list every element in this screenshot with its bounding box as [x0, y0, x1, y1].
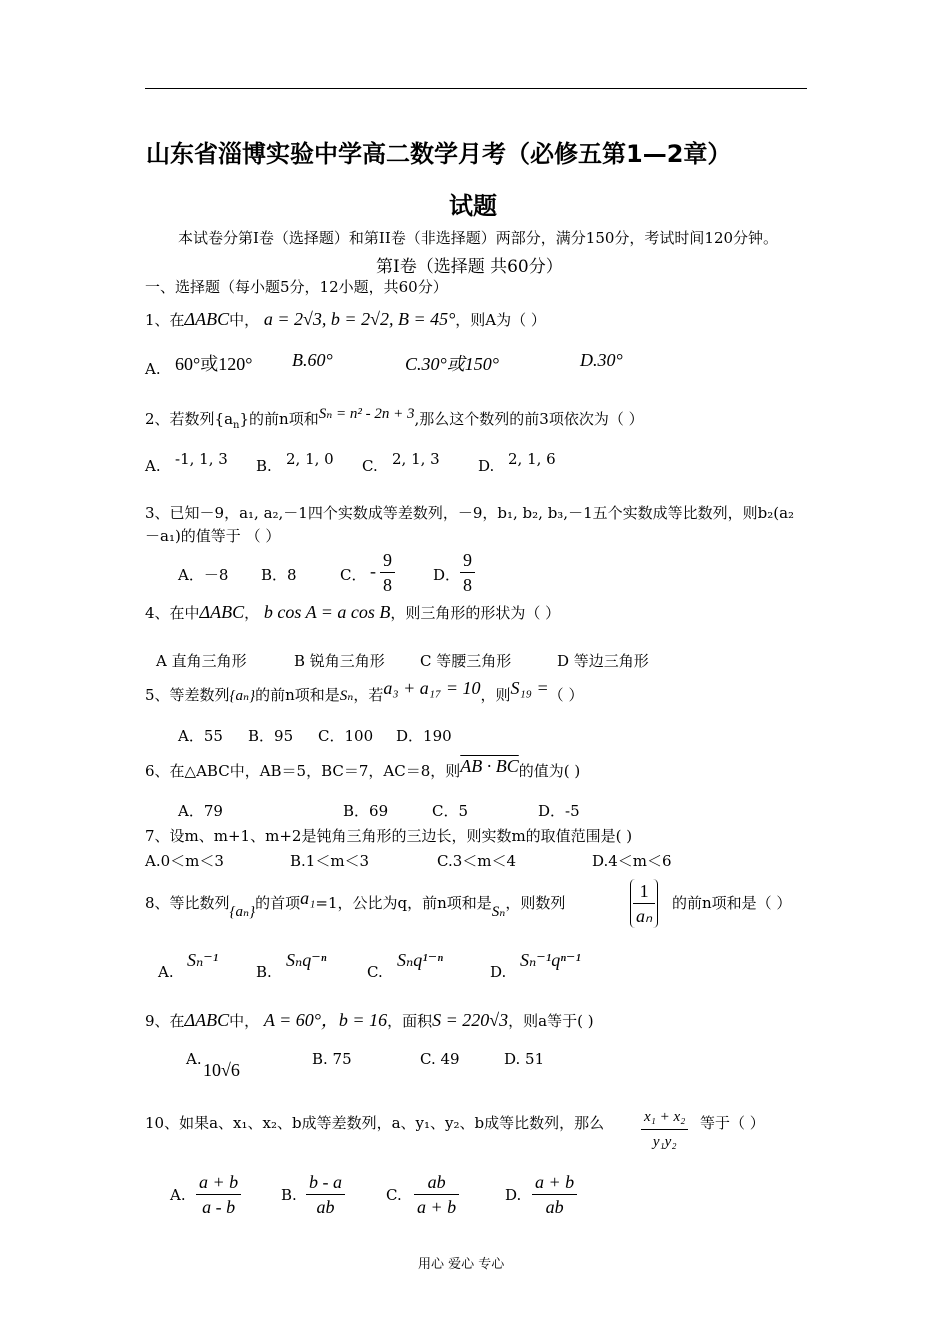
q6-option-a: A．79 [178, 802, 223, 820]
question-6: 6、在△ABC中，AB＝5，BC＝7，AC＝8，则AB · BC的值为( ) [145, 756, 581, 780]
q5-option-a: A．55 [178, 727, 223, 745]
q1-option-b: B.60° [292, 350, 333, 370]
q2-option-b: 2, 1, 0 [286, 450, 334, 468]
q10-option-b: $\frac{b - a}{ab}$ [306, 1170, 345, 1219]
q8-option-b: Sₙq⁻ⁿ [286, 950, 327, 970]
q9-option-a-label: A. [186, 1050, 202, 1068]
question-3-line1: 3、已知－9，a₁, a₂,－1四个实数成等差数列，－9，b₁, b₂, b₃,－1五个实数成等比数列，则b₂(a₂ [145, 504, 795, 522]
q8-option-a: Sₙ⁻¹ [187, 950, 219, 970]
q7-option-c: C.3＜m＜4 [437, 852, 517, 870]
q9-option-d: D. 51 [504, 1050, 545, 1068]
q10-option-c-label: C. [386, 1186, 402, 1204]
q4-option-d: D 等边三角形 [557, 652, 649, 670]
q8-option-b-label: B. [256, 963, 272, 981]
question-1: 1、在ΔABC中， a = 2√3, b = 2√2, B = 45°，则A为（ ） [145, 309, 546, 329]
q7-option-d: D.4＜m＜6 [592, 852, 672, 870]
question-4: 4、在中ΔABC， b cos A = a cos B，则三角形的形状为（ ） [145, 602, 561, 622]
question-10: 10、如果a、x₁、x₂、b成等差数列，a、y₁、y₂、b成等比数列，那么 [145, 1114, 605, 1132]
q9-option-c: C. 49 [420, 1050, 460, 1068]
question-2: 2、若数列$\{a_n\}$的前n项和Sₙ = n² - 2n + 3,那么这个数列的前3项依次为（ ） [145, 406, 644, 431]
q1-option-d: D.30° [580, 350, 623, 370]
q6-option-b: B．69 [343, 802, 389, 820]
q4-option-a: A 直角三角形 [156, 652, 247, 670]
q2-option-b-label: B. [256, 457, 272, 475]
q8-option-d-label: D. [490, 963, 507, 981]
question-3-line2: －a₁)的值等于 （ ） [145, 527, 281, 545]
q3-option-d-label: D． [433, 566, 461, 584]
page-title: 山东省淄博实验中学高二数学月考（必修五第1—2章） [146, 140, 732, 168]
q8-option-c-label: C. [367, 963, 383, 981]
q2-option-d: 2, 1, 6 [508, 450, 556, 468]
q6-option-c: C．5 [432, 802, 469, 820]
q5-option-b: B．95 [248, 727, 294, 745]
q8-option-a-label: A. [158, 963, 174, 981]
q8-option-c: Sₙq¹⁻ⁿ [397, 950, 443, 970]
q5-option-c: C．100 [318, 727, 374, 745]
q7-option-b: B.1＜m＜3 [290, 852, 370, 870]
question-8: 8、等比数列{aₙ}的首项a₁=1，公比为q，前n项和是Sₙ，则数列 [145, 888, 566, 920]
q2-option-a: -1, 1, 3 [175, 450, 228, 468]
q1-option-c: C.30°或150° [405, 354, 499, 374]
q9-option-b: B. 75 [312, 1050, 352, 1068]
header-rule [145, 88, 807, 89]
q10-option-a: $\frac{a + b}{a - b}$ [196, 1170, 241, 1219]
q10-option-b-label: B. [281, 1186, 297, 1204]
q2-option-c: 2, 1, 3 [392, 450, 440, 468]
q3-option-c-fraction: $\frac{9}{8}$ [380, 548, 395, 597]
q3-option-c-sign: - [370, 561, 376, 581]
q3-option-a: A．－8 [178, 566, 229, 584]
intro-text: 本试卷分第I卷（选择题）和第II卷（非选择题）两部分，满分150分，考试时间120分钟。 [178, 229, 779, 247]
q2-option-a-label: A. [145, 457, 161, 475]
q1-option-a-label: A. [145, 360, 161, 378]
q10-option-a-label: A. [170, 1186, 186, 1204]
page-footer: 用心 爱心 专心 [418, 1257, 505, 1272]
q10-fraction: $\frac{\text{x₁ + x₂}}{\text{y₁y₂}}$ [641, 1105, 688, 1154]
q2-option-c-label: C. [362, 457, 378, 475]
question-9: 9、在ΔABC中， A = 60°，b = 16，面积S = 220√3，则a等于( ) [145, 1010, 594, 1030]
q5-option-d: D．190 [396, 727, 452, 745]
q6-option-d: D．-5 [538, 802, 580, 820]
q3-option-b: B．8 [261, 566, 297, 584]
q8-fraction: $\frac{1}{\text{aₙ}}$ [630, 879, 658, 928]
q10-option-d-label: D. [505, 1186, 522, 1204]
question-5: 5、等差数列{aₙ}的前n项和是Sₙ，若a₃ + a₁₇ = 10，则S₁₉ =（ ） [145, 678, 584, 704]
q2-option-d-label: D. [478, 457, 495, 475]
q3-option-d-fraction: $\frac{9}{8}$ [460, 548, 475, 597]
section-title: 第Ⅰ卷（选择题 共60分） [376, 257, 563, 277]
q4-option-c: C 等腰三角形 [420, 652, 512, 670]
page-title-line2: 试题 [449, 192, 497, 220]
q10-stem-end: 等于（ ） [700, 1114, 765, 1132]
part-one-heading: 一、选择题（每小题5分，12小题，共60分） [145, 278, 448, 296]
q8-stem-end: 的前n项和是（ ） [672, 894, 792, 912]
q10-option-c: $\frac{ab}{a + b}$ [414, 1170, 459, 1219]
q10-option-d: $\frac{a + b}{ab}$ [532, 1170, 577, 1219]
q8-option-d: Sₙ⁻¹qⁿ⁻¹ [520, 950, 581, 970]
q1-option-a: 60°或120° [175, 354, 253, 374]
q4-option-b: B 锐角三角形 [294, 652, 385, 670]
q9-option-a: 10√6 [203, 1060, 240, 1080]
q3-option-c-label: C． [340, 566, 367, 584]
question-7: 7、设m、m+1、m+2是钝角三角形的三边长，则实数m的取值范围是( ) [145, 827, 633, 845]
q7-option-a: A.0＜m＜3 [145, 852, 224, 870]
